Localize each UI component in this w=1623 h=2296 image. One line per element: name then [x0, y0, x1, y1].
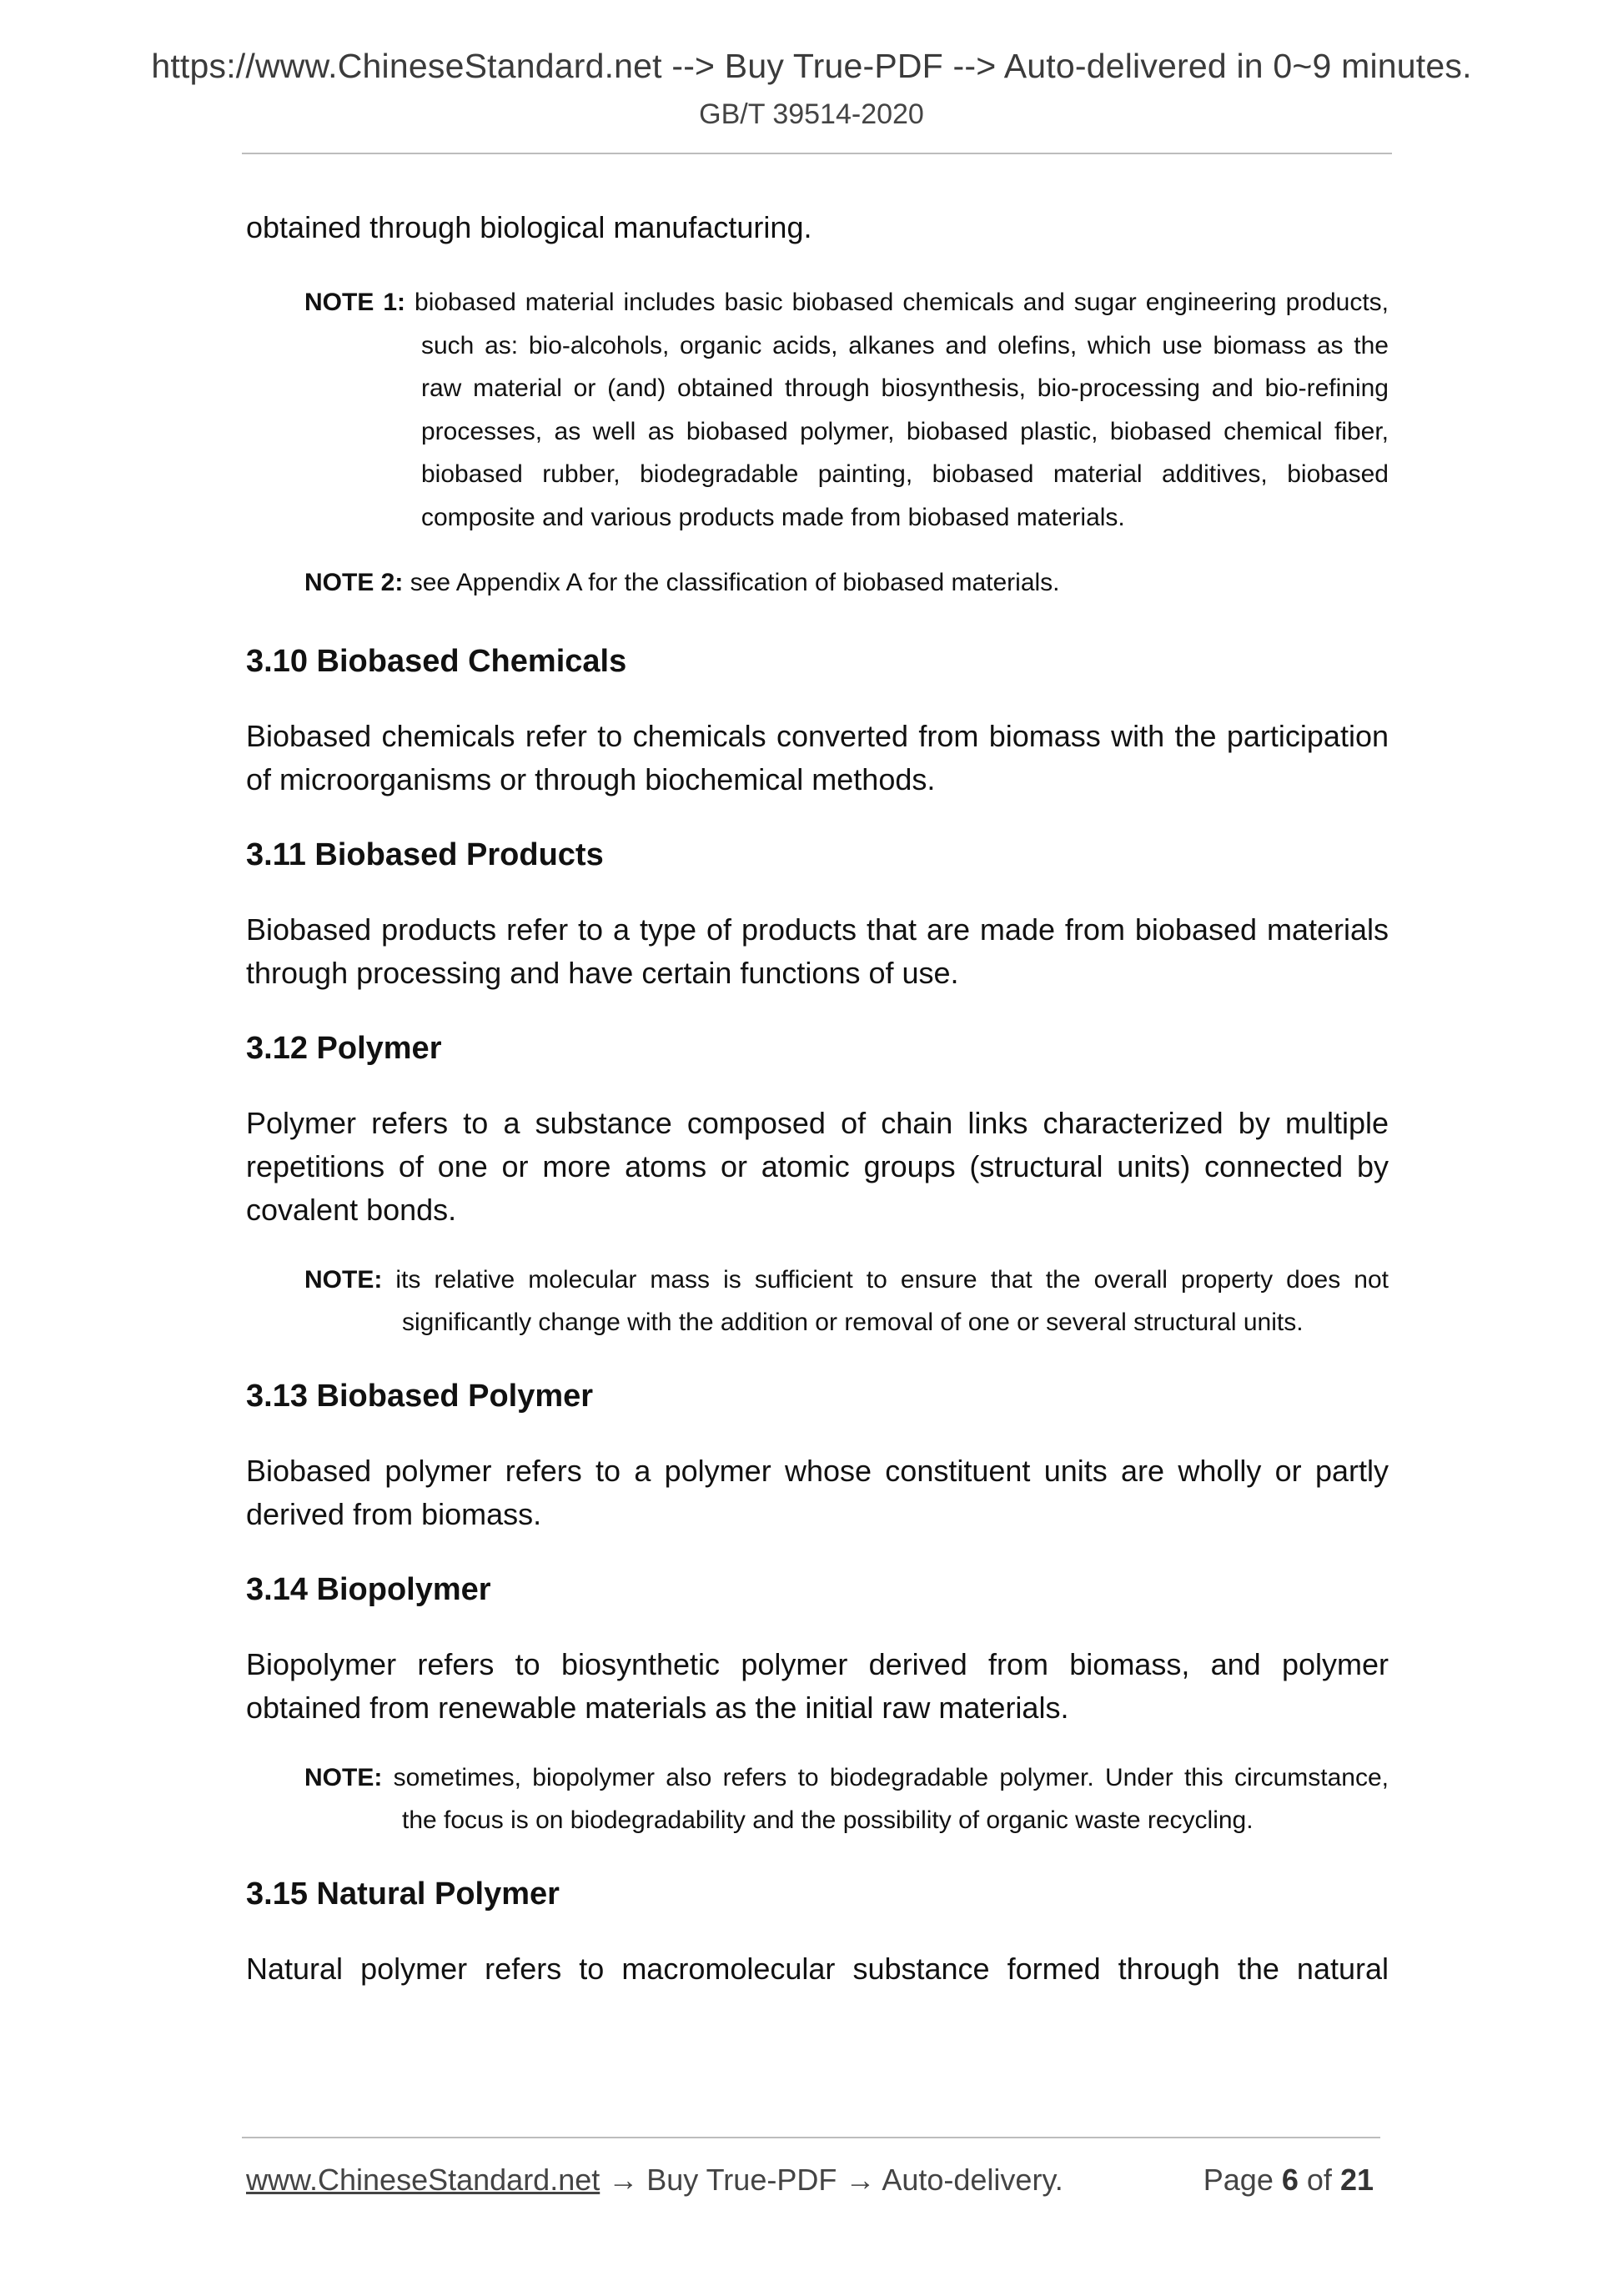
section-3-10-heading: 3.10 Biobased Chemicals	[246, 643, 627, 679]
page-total: 21	[1339, 2163, 1374, 2197]
section-3-13-text: Biobased polymer refers to a polymer whose constituent units are wholly or partly derived from biomass.	[246, 1453, 1389, 1531]
section-3-15-heading: 3.15 Natural Polymer	[246, 1876, 560, 1912]
section-3-14-note	[304, 1756, 1389, 1842]
section-3-14-note-text: sometimes, biopolymer also refers to biodegradable polymer. Under this circumstance, the focus is on biodegradability and the possibility of organic waste recycling.	[393, 1763, 1389, 1834]
note-2	[304, 561, 1389, 605]
section-3-14-note-label: NOTE:	[304, 1763, 383, 1791]
header-banner[interactable]: https://www.ChineseStandard.net --> Buy True-PDF --> Auto-delivered in 0~9 minutes.	[151, 47, 1472, 85]
note-1	[304, 281, 1389, 539]
page-word: Page	[1203, 2163, 1274, 2197]
section-3-12-note	[304, 1259, 1389, 1344]
section-3-11-heading: 3.11 Biobased Products	[246, 837, 604, 872]
section-3-12-text: Polymer refers to a substance composed of chain links characterized by multiple repetitions of one or more atoms or atomic groups (structural units) connected by covalent bonds.	[246, 1105, 1389, 1227]
continuation-paragraph: obtained through biological manufacturing.	[246, 210, 812, 244]
note-1-text: biobased material includes basic biobased chemicals and sugar engineering products, such as: bio-alcohols, organic acids, alkanes and olefins, which use biomass as the raw material or (and) obtained through biosynthesis, bio-processing and bio-refining processes, as well as biobased polymer, biobased plastic, biobased chemical fiber, biobased rubber, biodegradable painting, biobased material additives, biobased composite and various products made from biobased materials.	[415, 289, 1389, 531]
section-3-12-heading: 3.12 Polymer	[246, 1030, 442, 1066]
footer-divider	[242, 2137, 1380, 2138]
footer-tagline: → Buy True-PDF → Auto-delivery.	[608, 2163, 1063, 2197]
section-3-12-note-text: its relative molecular mass is sufficient to ensure that the overall property does not significantly change with the addition or removal of one or several structural units.	[395, 1265, 1389, 1336]
section-3-10-text: Biobased chemicals refer to chemicals converted from biomass with the participation of microorganisms or through biochemical methods.	[246, 718, 1389, 796]
note-2-label: NOTE 2:	[304, 569, 404, 596]
page-indicator	[1203, 2158, 1374, 2202]
section-3-15-text: Natural polymer refers to macromolecular substance formed through the natural	[246, 1951, 1389, 1986]
page-current: 6	[1281, 2163, 1299, 2197]
footer-site-link[interactable]: www.ChineseStandard.net	[246, 2163, 600, 2197]
section-3-14-heading: 3.14 Biopolymer	[246, 1571, 491, 1607]
note-1-label: NOTE 1:	[304, 289, 406, 316]
section-3-11-text: Biobased products refer to a type of products that are made from biobased materials through processing and have certain functions of use.	[246, 912, 1389, 990]
section-3-14-text: Biopolymer refers to biosynthetic polymer derived from biomass, and polymer obtained from renewable materials as the initial raw materials.	[246, 1646, 1389, 1725]
header-divider	[242, 153, 1392, 154]
standard-code: GB/T 39514-2020	[699, 98, 924, 130]
section-3-13-heading: 3.13 Biobased Polymer	[246, 1378, 594, 1414]
of-word: of	[1306, 2163, 1332, 2197]
note-2-text: see Appendix A for the classification of biobased materials.	[410, 569, 1060, 596]
document-body	[246, 206, 1389, 1991]
section-3-12-note-label: NOTE:	[304, 1265, 383, 1294]
page-footer	[246, 2158, 1382, 2202]
